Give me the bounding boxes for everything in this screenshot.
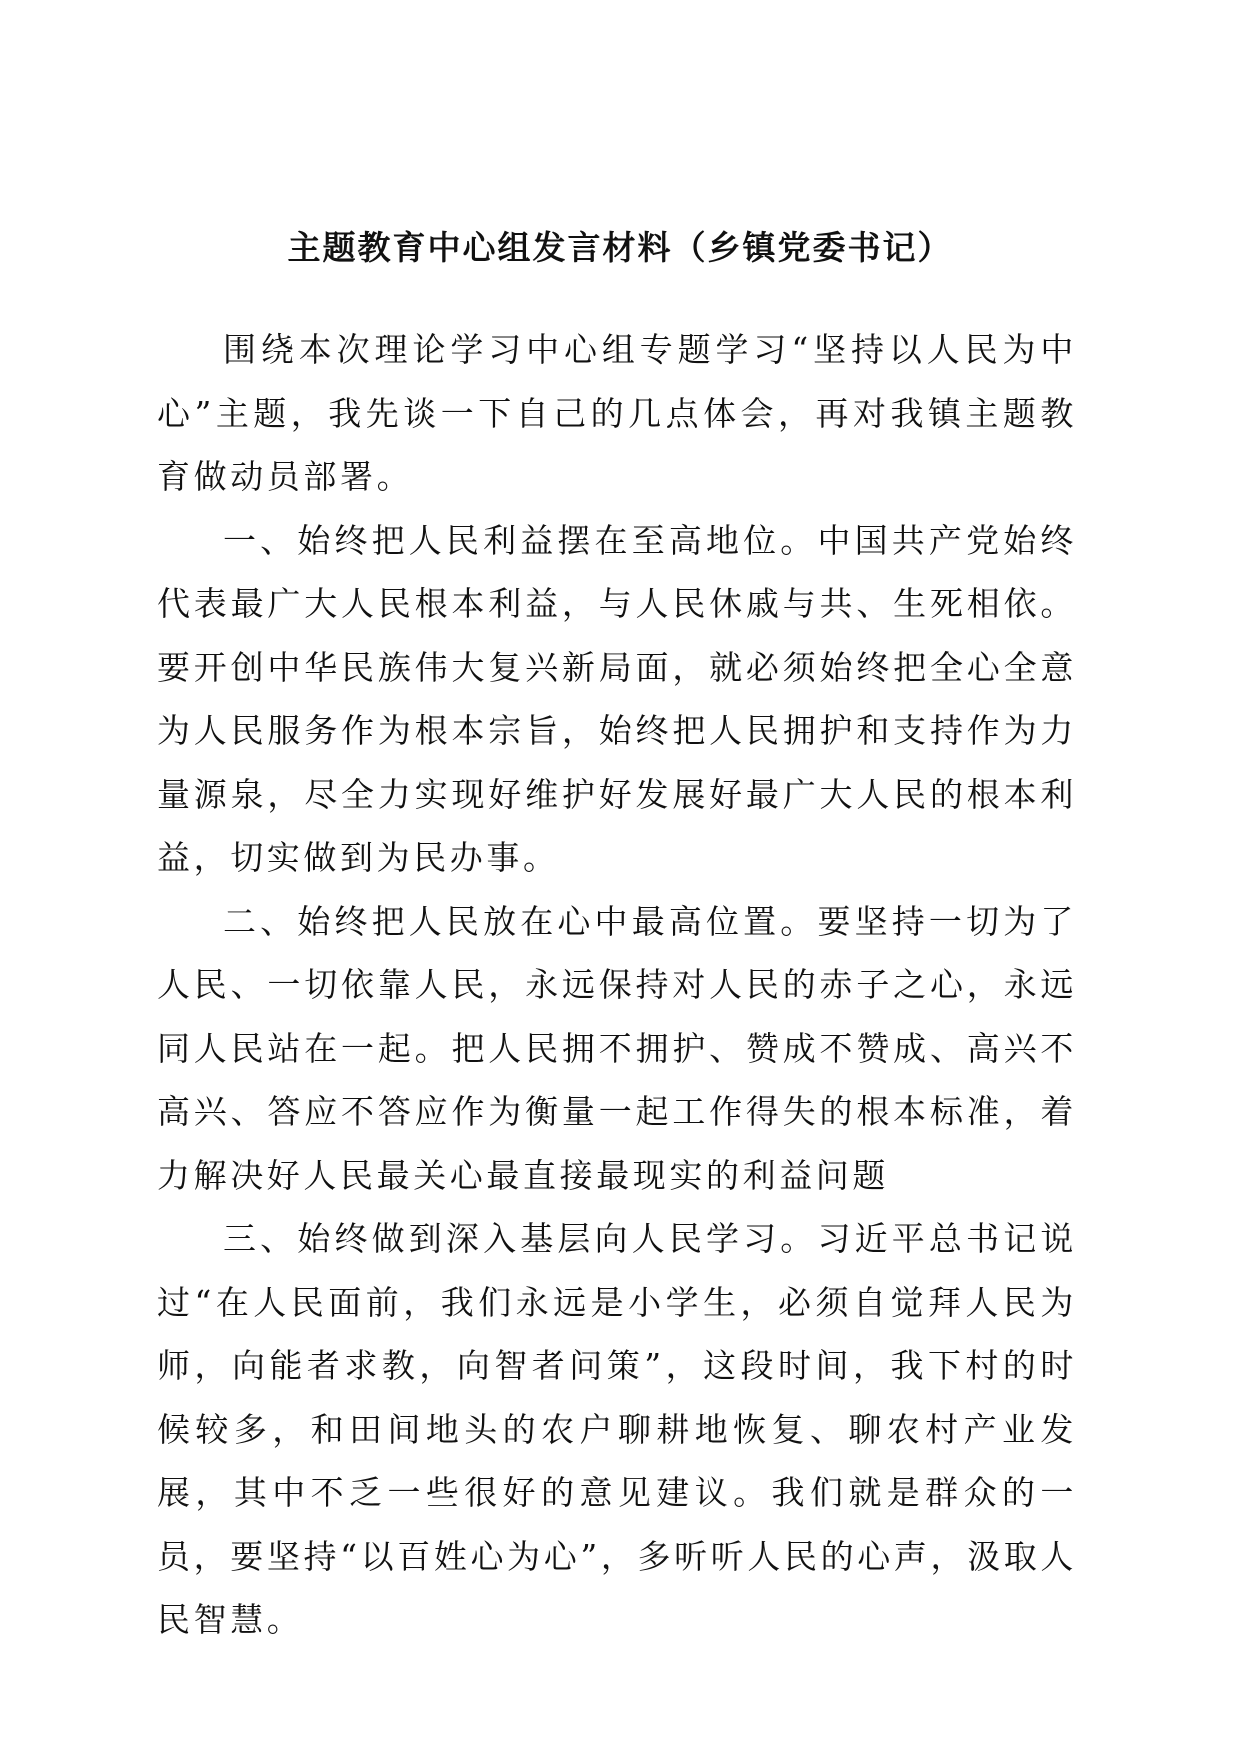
document-title: 主题教育中心组发言材料（乡镇党委书记） [287, 228, 953, 267]
document-body [157, 318, 1077, 1652]
paragraph-point-three: 三、始终做到深入基层向人民学习。习近平总书记说过“在人民面前，我们永远是小学生，必须自觉拜人民为师，向能者求教，向智者问策”，这段时间，我下村的时候较多，和田间地头的农户聊耕地恢复、聊农村产业发展，其中不乏一些很好的意见建议。我们就是群众的一员，要坚持“以百姓心为心”，多听听人民的心声，汲取人民智慧。 [157, 1219, 1077, 1639]
paragraph-point-two: 二、始终把人民放在心中最高位置。要坚持一切为了人民、一切依靠人民，永远保持对人民的赤子之心，永远同人民站在一起。把人民拥不拥护、赞成不赞成、高兴不高兴、答应不答应作为衡量一起工作得失的根本标准，着力解决好人民最关心最直接最现实的利益问题 [157, 901, 1077, 1195]
paragraph-intro: 围绕本次理论学习中心组专题学习“坚持以人民为中心”主题，我先谈一下自己的几点体会，再对我镇主题教育做动员部署。 [157, 330, 1077, 496]
paragraph-point-one: 一、始终把人民利益摆在至高地位。中国共产党始终代表最广大人民根本利益，与人民休戚与共、生死相依。要开创中华民族伟大复兴新局面，就必须始终把全心全意为人民服务作为根本宗旨，始终把人民拥护和支持作为力量源泉，尽全力实现好维护好发展好最广大人民的根本利益，切实做到为民办事。 [157, 520, 1077, 877]
